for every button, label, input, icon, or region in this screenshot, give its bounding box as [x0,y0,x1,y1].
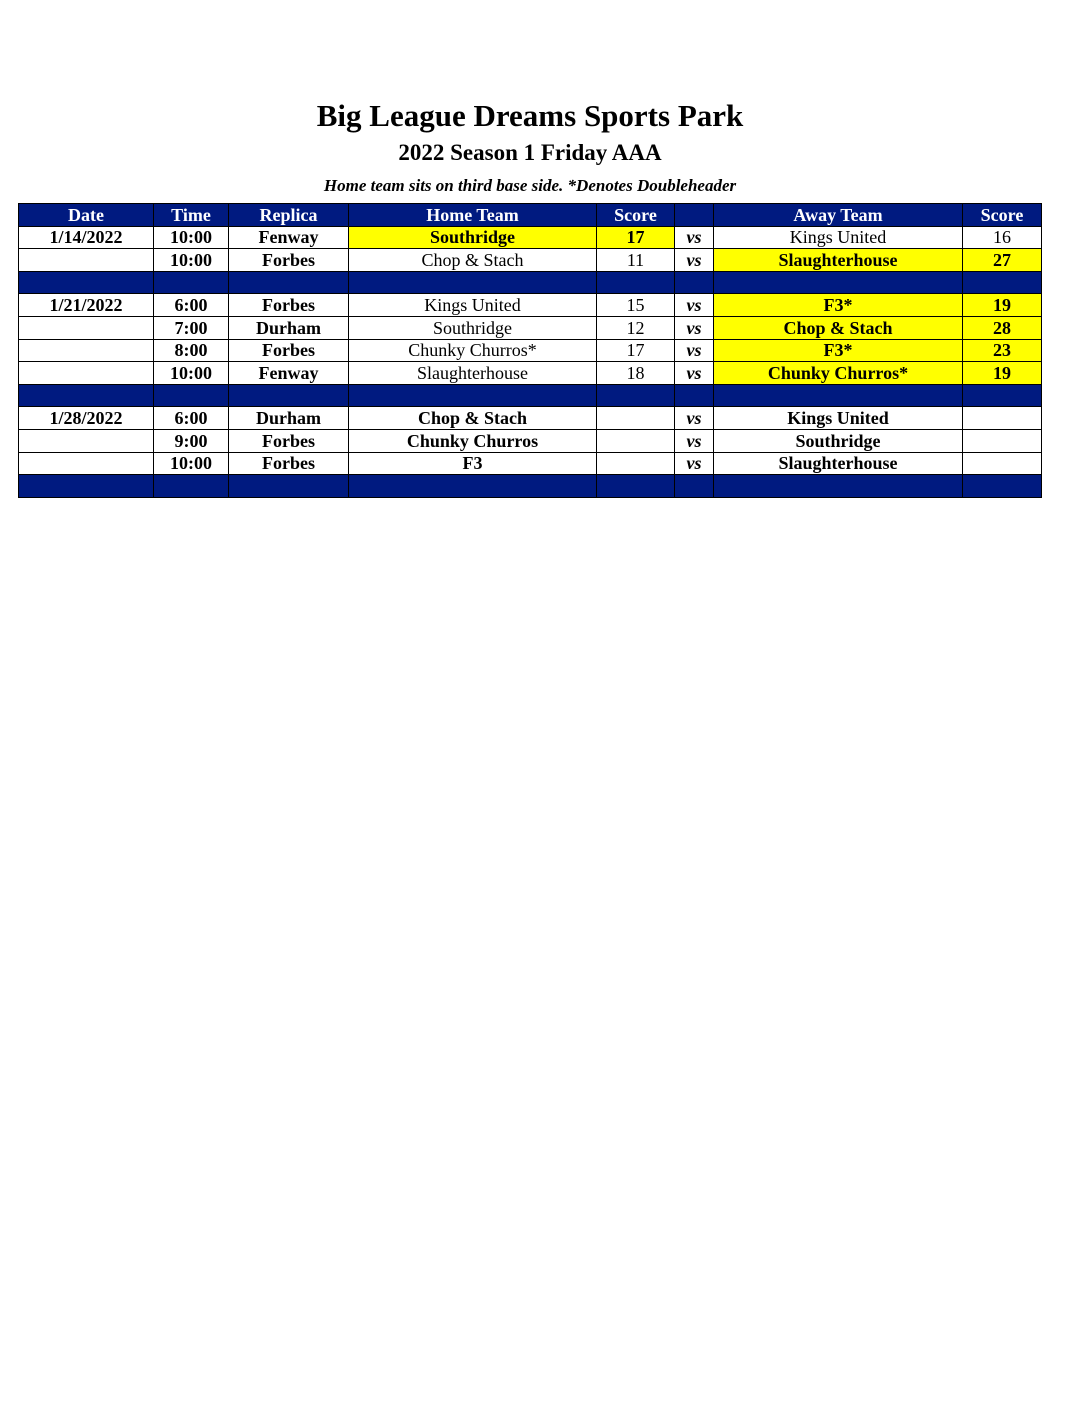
date-cell [19,249,154,272]
home-team-cell: Slaughterhouse [349,362,597,385]
page-subtitle: 2022 Season 1 Friday AAA [398,140,662,165]
date-cell [19,339,154,362]
vs-cell: vs [675,249,714,272]
time-cell: 8:00 [154,339,229,362]
separator-cell [19,475,154,498]
home-score-cell: 17 [597,339,675,362]
away-score-cell: 23 [963,339,1042,362]
away-team-cell: F3* [714,339,963,362]
away-score-cell: 19 [963,294,1042,317]
time-cell: 10:00 [154,362,229,385]
date-cell: 1/28/2022 [19,407,154,430]
home-team-cell: Chop & Stach [349,249,597,272]
away-team-cell: Chunky Churros* [714,362,963,385]
separator-cell [963,271,1042,294]
time-cell: 6:00 [154,294,229,317]
separator-cell [714,271,963,294]
week-separator-row [19,384,1042,407]
separator-cell [154,475,229,498]
home-score-cell [597,407,675,430]
vs-cell: vs [675,226,714,249]
table-row [19,429,1042,452]
home-team-cell: Southridge [349,226,597,249]
table-header-row [19,204,1042,227]
schedule-table [18,203,1042,498]
time-cell: 7:00 [154,316,229,339]
home-score-cell: 12 [597,316,675,339]
vs-cell: vs [675,407,714,430]
separator-cell [154,384,229,407]
vs-cell: vs [675,339,714,362]
date-cell [19,452,154,475]
vs-cell: vs [675,429,714,452]
home-team-cell: Chunky Churros [349,429,597,452]
separator-cell [714,475,963,498]
away-team-cell: Slaughterhouse [714,452,963,475]
date-cell [19,429,154,452]
home-score-cell [597,452,675,475]
separator-cell [154,271,229,294]
date-cell: 1/14/2022 [19,226,154,249]
home-team-cell: F3 [349,452,597,475]
home-team-cell: Kings United [349,294,597,317]
home-score-cell [597,429,675,452]
away-score-cell: 16 [963,226,1042,249]
table-row [19,362,1042,385]
home-score-cell: 15 [597,294,675,317]
separator-cell [19,384,154,407]
away-score-cell: 28 [963,316,1042,339]
separator-cell [349,384,597,407]
schedule-body [19,226,1042,497]
separator-cell [597,271,675,294]
away-team-cell: Slaughterhouse [714,249,963,272]
separator-cell [963,475,1042,498]
table-row [19,294,1042,317]
separator-cell [349,475,597,498]
column-header-home-team: Home Team [349,204,597,227]
vs-cell: vs [675,362,714,385]
replica-cell: Forbes [229,339,349,362]
column-header-away-score: Score [963,204,1042,227]
replica-cell: Forbes [229,294,349,317]
home-team-cell: Chop & Stach [349,407,597,430]
column-header-replica: Replica [229,204,349,227]
table-row [19,226,1042,249]
away-team-cell: F3* [714,294,963,317]
column-header-time: Time [154,204,229,227]
separator-cell [963,384,1042,407]
time-cell: 10:00 [154,249,229,272]
home-score-cell: 11 [597,249,675,272]
column-header-date: Date [19,204,154,227]
column-header-vs [675,204,714,227]
replica-cell: Fenway [229,226,349,249]
separator-cell [675,271,714,294]
column-header-home-score: Score [597,204,675,227]
column-header-away-team: Away Team [714,204,963,227]
separator-cell [714,384,963,407]
away-score-cell [963,452,1042,475]
separator-cell [229,271,349,294]
separator-cell [597,475,675,498]
replica-cell: Fenway [229,362,349,385]
time-cell: 10:00 [154,452,229,475]
week-separator-row [19,271,1042,294]
table-row [19,316,1042,339]
away-team-cell: Kings United [714,226,963,249]
away-score-cell [963,407,1042,430]
week-separator-row [19,475,1042,498]
separator-cell [675,475,714,498]
date-cell [19,316,154,339]
time-cell: 6:00 [154,407,229,430]
separator-cell [349,271,597,294]
date-cell [19,362,154,385]
away-score-cell [963,429,1042,452]
table-row [19,249,1042,272]
replica-cell: Durham [229,407,349,430]
replica-cell: Durham [229,316,349,339]
away-score-cell: 19 [963,362,1042,385]
away-team-cell: Kings United [714,407,963,430]
home-score-cell: 17 [597,226,675,249]
table-row [19,452,1042,475]
replica-cell: Forbes [229,452,349,475]
away-score-cell: 27 [963,249,1042,272]
vs-cell: vs [675,294,714,317]
separator-cell [229,475,349,498]
page-title: Big League Dreams Sports Park [316,98,744,133]
separator-cell [229,384,349,407]
replica-cell: Forbes [229,429,349,452]
time-cell: 10:00 [154,226,229,249]
vs-cell: vs [675,452,714,475]
separator-cell [597,384,675,407]
time-cell: 9:00 [154,429,229,452]
home-team-cell: Southridge [349,316,597,339]
schedule-note: Home team sits on third base side. *Denotes Doubleheader [323,176,737,195]
home-team-cell: Chunky Churros* [349,339,597,362]
away-team-cell: Chop & Stach [714,316,963,339]
date-cell: 1/21/2022 [19,294,154,317]
separator-cell [19,271,154,294]
replica-cell: Forbes [229,249,349,272]
away-team-cell: Southridge [714,429,963,452]
table-row [19,407,1042,430]
separator-cell [675,384,714,407]
table-row [19,339,1042,362]
vs-cell: vs [675,316,714,339]
home-score-cell: 18 [597,362,675,385]
